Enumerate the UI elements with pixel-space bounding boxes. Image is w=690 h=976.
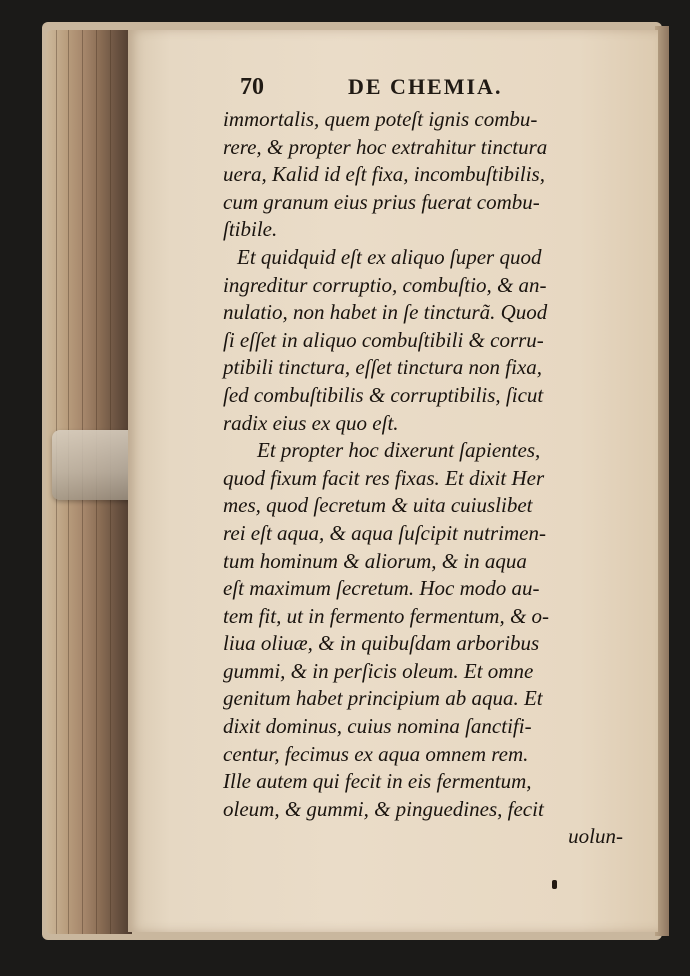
text-line: uera, Kalid id eſt fixa, incombuſtibilis, (223, 162, 545, 187)
running-title: DE CHEMIA. (348, 74, 503, 99)
book-page (128, 30, 658, 932)
running-head (240, 72, 640, 106)
text-line: centur, fecimus ex aqua omnem rem. (223, 741, 529, 766)
text-line: Et quidquid eſt ex aliquo ſuper quod (237, 244, 542, 269)
text-line: eſt maximum ſecretum. Hoc modo au- (223, 576, 540, 601)
text-line: quod fixum facit res fixas. Et dixit Her (223, 465, 545, 490)
text-line: Ille autem qui fecit in eis fermentum, (223, 769, 532, 794)
text-line: tem fit, ut in fermento fermentum, & o- (223, 603, 550, 628)
text-line: Et propter hoc dixerunt ſapientes, (257, 438, 541, 463)
text-line: dixit dominus, cuius nomina ſanctifi- (223, 714, 532, 739)
text-line: gummi, & in perſicis oleum. Et omne (223, 658, 534, 683)
text-line: nulatio, non habet in ſe tincturã. Quod (223, 300, 548, 325)
text-line: cum granum eius prius fuerat combu- (223, 189, 540, 214)
text-line: tum hominum & aliorum, & in aqua (223, 548, 527, 573)
body-text (223, 106, 623, 851)
text-line: ſtibile. (223, 217, 278, 242)
text-line: liua oliuæ, & in quibuſdam arboribus (223, 631, 540, 656)
text-line: ptibili tinctura, eſſet tinctura non fixa, (223, 355, 543, 380)
text-line: oleum, & gummi, & pinguedines, fecit (223, 796, 544, 821)
text-line: ingreditur corruptio, combuſtio, & an- (223, 272, 547, 297)
catchword: uolun- (568, 824, 623, 849)
ink-mark (552, 880, 557, 889)
text-line: radix eius ex quo eſt. (223, 410, 399, 435)
text-line: ſed combuſtibilis & corruptibilis, ſicut (223, 382, 544, 407)
text-line: rei eſt aqua, & aqua ſuſcipit nutrimen- (223, 520, 546, 545)
text-line: immortalis, quem poteſt ignis combu- (223, 107, 538, 131)
text-line: genitum habet principium ab aqua. Et (223, 686, 543, 711)
text-line: mes, quod ſecretum & uita cuiuslibet (223, 493, 533, 518)
text-line: ſi eſſet in aliquo combuſtibili & corru- (223, 327, 544, 352)
text-line: rere, & propter hoc extrahitur tinctura (223, 134, 548, 159)
page-number: 70 (240, 74, 264, 100)
